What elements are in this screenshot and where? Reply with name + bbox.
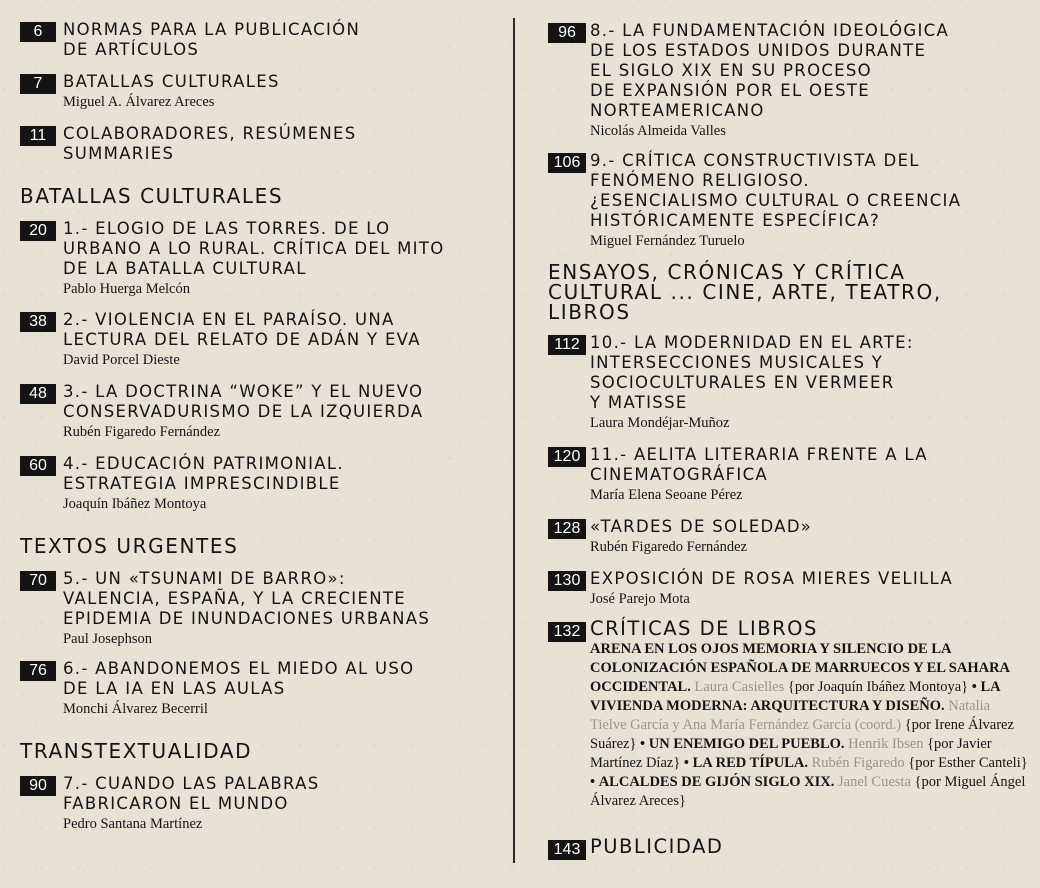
page-number: 60 <box>20 456 56 476</box>
entry-title: 2.- VIOLENCIA EN EL PARAÍSO. UNA LECTURA DEL RELATO DE ADÁN Y EVA <box>63 310 421 349</box>
toc-entry[interactable] <box>20 310 500 370</box>
entry-author: Nicolás Almeida Valles <box>590 123 726 139</box>
toc-entry[interactable] <box>20 124 500 164</box>
entry-author: José Parejo Mota <box>590 591 690 607</box>
toc-entry[interactable] <box>20 20 500 60</box>
entry-title: 4.- EDUCACIÓN PATRIMONIAL. ESTRATEGIA IMPRESCINDIBLE <box>63 454 344 493</box>
entry-author: David Porcel Dieste <box>63 352 180 368</box>
entry-title: EXPOSICIÓN DE ROSA MIERES VELILLA <box>590 569 953 588</box>
entry-title: 1.- ELOGIO DE LAS TORRES. DE LO URBANO A LO RURAL. CRÍTICA DEL MITO DE LA BATALLA CULTURAL <box>63 219 445 278</box>
book-reviews-list <box>590 640 1028 811</box>
toc-entry[interactable] <box>548 569 1028 609</box>
section-heading: ENSAYOS, CRÓNICAS Y CRÍTICA CULTURAL ... CINE, ARTE, TEATRO, LIBROS <box>548 260 942 324</box>
entry-title: «TARDES DE SOLEDAD» <box>590 517 812 536</box>
page-number: 38 <box>20 312 56 332</box>
toc-entry[interactable] <box>20 219 500 299</box>
page-number: 112 <box>548 335 586 355</box>
entry-author: Paul Josephson <box>63 631 153 647</box>
page-number: 106 <box>548 153 586 173</box>
toc-entry[interactable] <box>548 151 1028 251</box>
page-number: 132 <box>548 622 586 642</box>
page-number: 76 <box>20 661 56 681</box>
review-book-author: Laura Casielles <box>694 679 785 695</box>
page-number: 6 <box>20 22 56 42</box>
toc-entry[interactable] <box>20 774 500 834</box>
review-book-title: ARENA EN LOS OJOS MEMORIA Y SILENCIO DE LA COLONIZACIÓN ESPAÑOLA DE MARRUECOS Y EL SAHARA OCCIDENTAL. <box>590 641 1010 695</box>
entry-author: Pedro Santana Martínez <box>63 816 203 832</box>
page-number: 90 <box>20 776 56 796</box>
toc-entry[interactable] <box>548 517 1028 557</box>
toc-entry[interactable] <box>548 333 1028 433</box>
review-book-author: Rubén Figaredo <box>811 755 905 771</box>
review-separator: • <box>590 774 596 790</box>
page-number: 96 <box>548 23 586 43</box>
section-heading: TRANSTEXTUALIDAD <box>20 739 253 763</box>
entry-author: Miguel A. Álvarez Areces <box>63 94 215 110</box>
review-reviewer: {por Miguel Ángel Álvarez Areces} <box>590 774 1026 809</box>
toc-entry[interactable] <box>20 569 500 649</box>
review-reviewer: {por Javier Martínez Díaz} <box>590 736 992 771</box>
entry-author: Miguel Fernández Turuelo <box>590 233 745 249</box>
entry-author: Laura Mondéjar-Muñoz <box>590 415 730 431</box>
page-number: 11 <box>20 126 56 146</box>
entry-title: 9.- CRÍTICA CONSTRUCTIVISTA DEL FENÓMENO RELIGIOSO. ¿ESENCIALISMO CULTURAL O CREENCIA HISTÓRICAMENTE ESPECÍFICA? <box>590 151 962 230</box>
entry-author: María Elena Seoane Pérez <box>590 487 743 503</box>
review-book-title: LA VIVIENDA MODERNA: ARQUITECTURA Y DISEÑO. <box>590 679 1000 714</box>
column-divider <box>513 18 515 863</box>
toc-entry[interactable] <box>548 836 1028 858</box>
entry-author: Rubén Figaredo Fernández <box>63 424 221 440</box>
review-separator: • <box>640 736 646 752</box>
review-separator: • <box>683 755 689 771</box>
review-book-title: LA RED TÍPULA. <box>692 755 808 771</box>
page-number: 48 <box>20 384 56 404</box>
entry-title: 10.- LA MODERNIDAD EN EL ARTE: INTERSECCIONES MUSICALES Y SOCIOCULTURALES EN VERMEER Y MATISSE <box>590 333 914 412</box>
review-book-author: Henrik Ibsen <box>848 736 924 752</box>
toc-entry[interactable] <box>548 445 1028 505</box>
entry-title: 8.- LA FUNDAMENTACIÓN IDEOLÓGICA DE LOS ESTADOS UNIDOS DURANTE EL SIGLO XIX EN SU PROCESO DE EXPANSIÓN POR EL OESTE NORTEAMERICANO <box>590 21 950 120</box>
review-reviewer: {por Esther Canteli} <box>908 755 1028 771</box>
entry-title: COLABORADORES, RESÚMENES SUMMARIES <box>63 124 357 163</box>
entry-author: Pablo Huerga Melcón <box>63 281 190 297</box>
review-separator: • <box>971 679 977 695</box>
page-number: 130 <box>548 571 586 591</box>
review-reviewer: {por Joaquín Ibáñez Montoya} <box>787 679 969 695</box>
entry-title: NORMAS PARA LA PUBLICACIÓN DE ARTÍCULOS <box>63 20 361 59</box>
page-number: 20 <box>20 221 56 241</box>
entry-author: Monchi Álvarez Becerril <box>63 701 208 717</box>
toc-entry-criticas[interactable] <box>548 618 1028 811</box>
entry-title: 11.- AELITA LITERARIA FRENTE A LA CINEMATOGRÁFICA <box>590 445 928 484</box>
toc-entry[interactable] <box>20 382 500 442</box>
review-reviewer: {por Irene Álvarez Suárez} <box>590 717 1014 752</box>
entry-title: 7.- CUANDO LAS PALABRAS FABRICARON EL MUNDO <box>63 774 320 813</box>
toc-entry[interactable] <box>20 72 500 112</box>
entry-author: Rubén Figaredo Fernández <box>590 539 748 555</box>
toc-entry[interactable] <box>548 21 1028 141</box>
review-book-title: UN ENEMIGO DEL PUEBLO. <box>648 736 845 752</box>
entry-title: 6.- ABANDONEMOS EL MIEDO AL USO DE LA IA EN LAS AULAS <box>63 659 415 698</box>
page-number: 120 <box>548 447 586 467</box>
entry-title: 3.- LA DOCTRINA “WOKE” Y EL NUEVO CONSERVADURISMO DE LA IZQUIERDA <box>63 382 424 421</box>
entry-title: BATALLAS CULTURALES <box>63 72 280 91</box>
review-book-title: ALCALDES DE GIJÓN SIGLO XIX. <box>598 774 835 790</box>
toc-entry[interactable] <box>20 454 500 514</box>
page-number: 70 <box>20 571 56 591</box>
entry-title: 5.- UN «TSUNAMI DE BARRO»: VALENCIA, ESPAÑA, Y LA CRECIENTE EPIDEMIA DE INUNDACIONES URBANAS <box>63 569 431 628</box>
entry-title: CRÍTICAS DE LIBROS <box>590 617 818 640</box>
section-heading: TEXTOS URGENTES <box>20 534 239 558</box>
review-book-author: Janel Cuesta <box>838 774 911 790</box>
entry-author: Joaquín Ibáñez Montoya <box>63 496 207 512</box>
section-heading: BATALLAS CULTURALES <box>20 184 284 208</box>
page-number: 143 <box>548 840 586 860</box>
page-number: 7 <box>20 74 56 94</box>
page-number: 128 <box>548 519 586 539</box>
toc-entry[interactable] <box>20 659 500 719</box>
review-book-author: Natalia Tielve García y Ana María Fernández García (coord.) <box>590 698 991 733</box>
entry-title: PUBLICIDAD <box>590 835 724 858</box>
